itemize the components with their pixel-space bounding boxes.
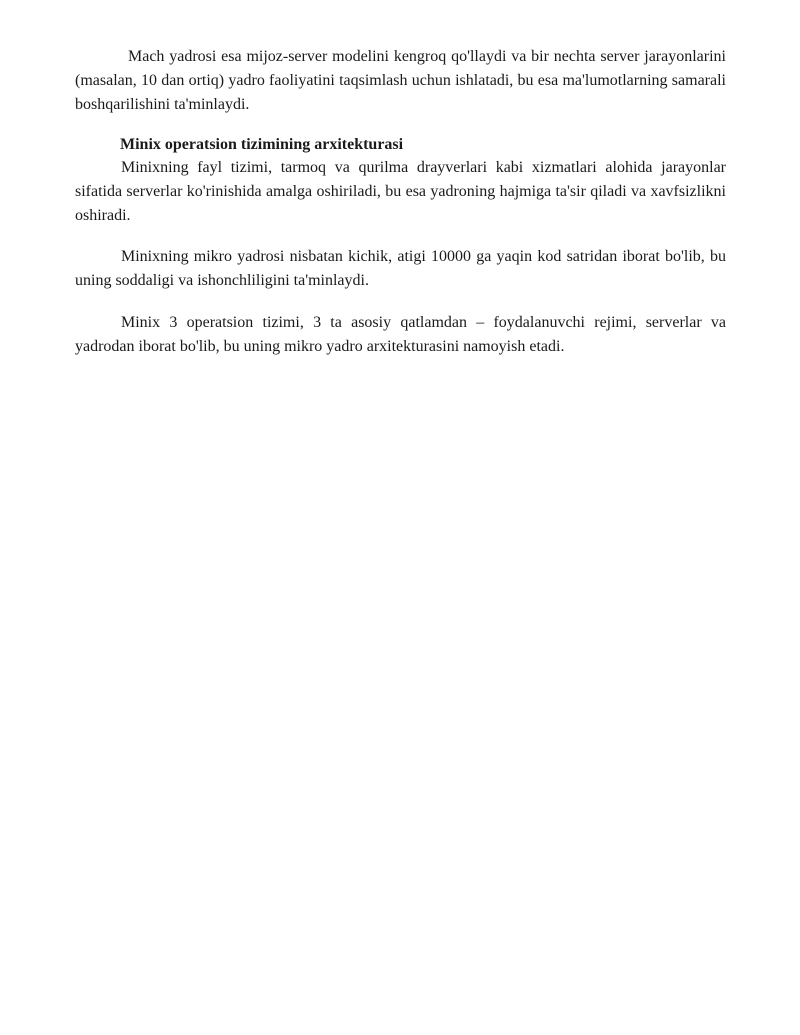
document-body bbox=[75, 45, 726, 359]
paragraph-minix-services: Minixning fayl tizimi, tarmoq va qurilma drayverlari kabi xizmatlari alohida jarayonlar sifatida serverlar ko'rinishida amalga oshiriladi, bu esa yadroning hajmiga ta'sir qiladi va xavfsizlikni oshiradi. bbox=[75, 159, 726, 224]
paragraph-mach-kernel: Mach yadrosi esa mijoz-server modelini kengroq qo'llaydi va bir nechta server jarayonlarini (masalan, 10 dan ortiq) yadro faoliyatini taqsimlash uchun ishlatadi, bu esa ma'lumotlarning samarali boshqarilishini ta'minlaydi. bbox=[75, 48, 726, 113]
paragraph-minix-microkernel-size: Minixning mikro yadrosi nisbatan kichik, atigi 10000 ga yaqin kod satridan iborat bo'lib, bu uning soddaligi va ishonchliligini ta'minlaydi. bbox=[75, 248, 726, 289]
section-heading-minix-architecture: Minix operatsion tizimining arxitekturasi bbox=[120, 136, 404, 153]
paragraph-minix3-layers: Minix 3 operatsion tizimi, 3 ta asosiy qatlamdan – foydalanuvchi rejimi, serverlar va yadrodan iborat bo'lib, bu uning mikro yadro arxitekturasini namoyish etadi. bbox=[75, 314, 726, 355]
